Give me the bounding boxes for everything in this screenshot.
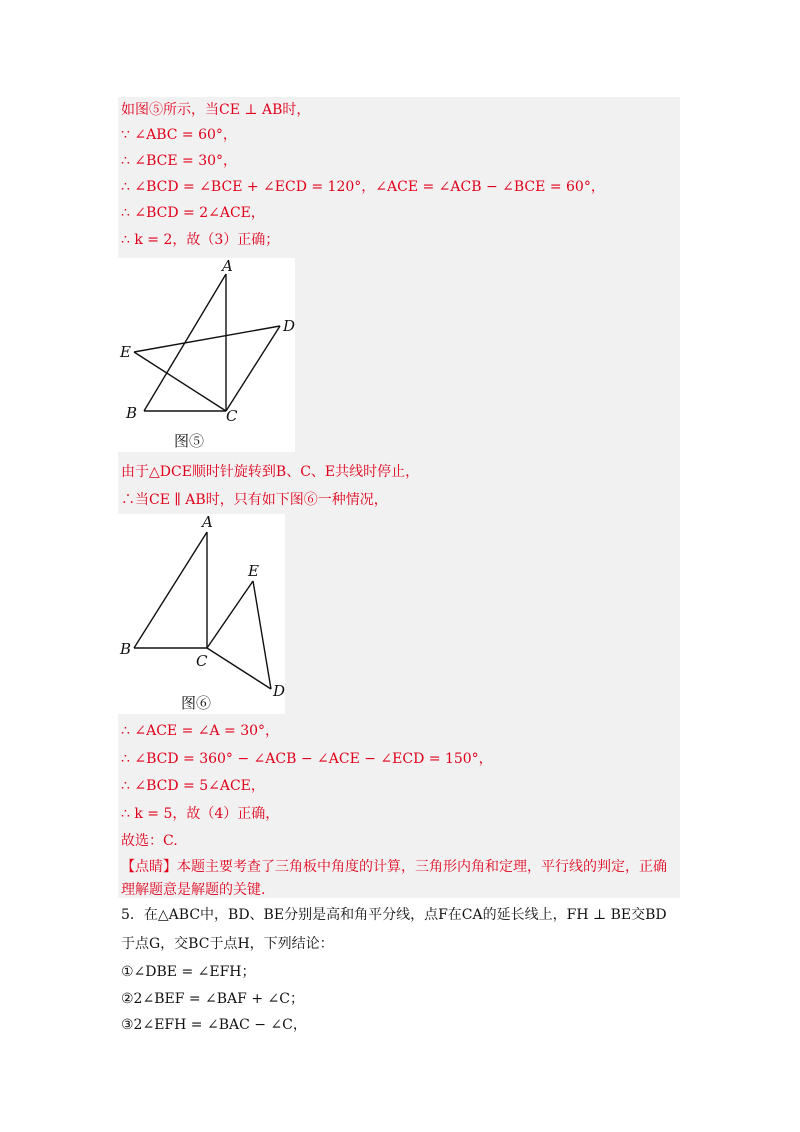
- solution-line: ∴ k = 5，故（4）正确，: [121, 806, 280, 822]
- answer-line: 故选：C.: [121, 833, 178, 849]
- segment-cd: [207, 648, 271, 689]
- solution-line: 如图⑤所示，当CE ⊥ AB时，: [121, 102, 311, 118]
- solution-line: ∴ ∠BCD = 2∠ACE，: [121, 205, 265, 221]
- point-label-e: E: [248, 562, 259, 580]
- point-label-a: A: [222, 258, 233, 275]
- solution-line: ∴当CE ∥ AB时，只有如下图⑥一种情况，: [121, 492, 388, 508]
- segment-ce: [207, 581, 253, 648]
- figure-6: [118, 514, 285, 714]
- solution-line: ∴ ∠BCD = 5∠ACE，: [121, 778, 265, 794]
- figure-6-caption: 图⑥: [181, 694, 212, 712]
- solution-line: ∵ ∠ABC = 60°，: [121, 127, 237, 143]
- figure-5-diagram: [118, 258, 295, 452]
- figure-5-caption: 图⑤: [174, 432, 205, 450]
- question-line: 5．在△ABC中，BD、BE分别是高和角平分线，点F在CA的延长线上，FH ⊥ BE交BD: [121, 907, 667, 923]
- solution-line: ∴ k = 2，故（3）正确；: [121, 232, 280, 248]
- question-option: ③2∠EFH = ∠BAC − ∠C，: [121, 1017, 307, 1033]
- point-label-b: B: [120, 640, 132, 658]
- question-option: ②2∠BEF = ∠BAF + ∠C；: [121, 991, 304, 1007]
- segment-ed: [134, 326, 280, 352]
- solution-line: ∴ ∠ACE = ∠A = 30°，: [121, 723, 280, 739]
- point-label-c: C: [226, 407, 238, 425]
- point-label-c: C: [196, 652, 208, 670]
- segment-dc: [226, 326, 280, 411]
- segment-ec: [134, 352, 226, 411]
- figure-5: [118, 258, 295, 452]
- question-line: 于点G，交BC于点H，下列结论：: [121, 936, 334, 952]
- segment-ed: [253, 581, 271, 689]
- figure-6-diagram: [118, 514, 285, 714]
- point-label-d: D: [283, 317, 295, 335]
- point-label-e: E: [120, 343, 131, 361]
- solution-line: ∴ ∠BCD = 360° − ∠ACB − ∠ACE − ∠ECD = 150°，: [121, 751, 493, 767]
- question-option: ①∠DBE = ∠EFH；: [121, 964, 256, 980]
- solution-line: ∴ ∠BCD = ∠BCE + ∠ECD = 120°，∠ACE = ∠ACB − ∠BCE = 60°，: [121, 179, 605, 195]
- point-label-d: D: [273, 682, 285, 700]
- point-label-b: B: [126, 404, 138, 422]
- solution-line: 由于△DCE顺时针旋转到B、C、E共线时停止，: [121, 464, 420, 480]
- comment-line: 【点睛】本题主要考查了三角板中角度的计算，三角形内角和定理，平行线的判定，正确: [121, 859, 667, 875]
- point-label-a: A: [202, 514, 213, 531]
- comment-line: 理解题意是解题的关键.: [121, 882, 266, 898]
- segment-ab: [134, 532, 207, 648]
- solution-line: ∴ ∠BCE = 30°，: [121, 153, 238, 169]
